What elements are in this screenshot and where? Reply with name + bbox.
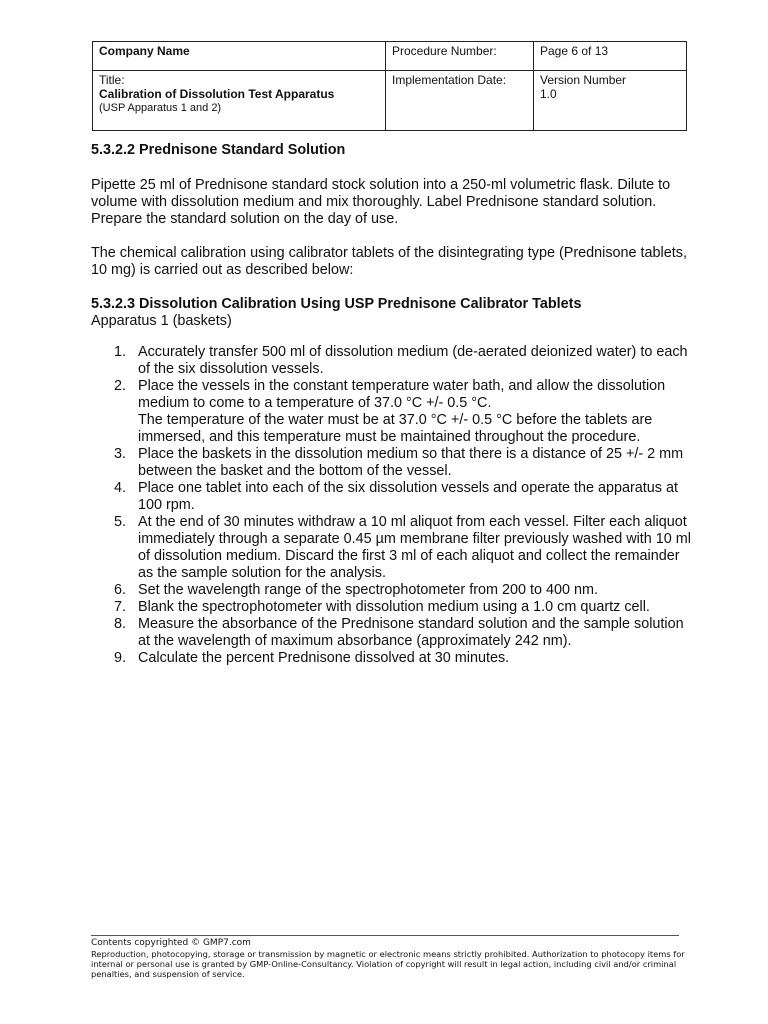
implementation-date-cell <box>386 71 534 131</box>
page-info: Page 6 of 13 <box>540 44 609 58</box>
footer-notice: Reproduction, photocopying, storage or transmission by magnetic or electronic means strictly prohibited. Authorization to photocopy items for internal or personal use is granted by GMP-Online-Consultancy. Violation of copyright will result in legal action, including civil and/or criminal penalties, and suspension of service. <box>91 949 685 980</box>
document-body <box>91 142 691 667</box>
list-item <box>91 514 691 582</box>
step-number: 6. <box>114 582 127 598</box>
footer-copyright: Contents copyrighted © GMP7.com <box>91 938 251 948</box>
paragraph-chemical-calibration: The chemical calibration using calibrator tablets of the disintegrating type (Prednisone tablets, 10 mg) is carried out as described below: <box>91 245 687 278</box>
apparatus-subheading: Apparatus 1 (baskets) <box>91 313 232 329</box>
step-note: The temperature of the water must be at 37.0 °C +/- 0.5 °C before the tablets are immersed, and this temperature must be maintained throughout the procedure. <box>138 412 653 445</box>
footer-divider <box>91 935 679 936</box>
version-label: Version Number <box>540 73 627 87</box>
step-text: Place the baskets in the dissolution medium so that there is a distance of 25 +/- 2 mm between the basket and the bottom of the vessel. <box>138 446 684 479</box>
step-number: 3. <box>114 446 127 462</box>
list-item <box>91 650 691 667</box>
page-info-cell <box>534 42 687 71</box>
list-item <box>91 344 691 378</box>
procedure-number-label: Procedure Number: <box>392 44 497 58</box>
section-heading-5323: 5.3.2.3 Dissolution Calibration Using USP Prednisone Calibrator Tablets <box>91 296 582 312</box>
step-text: Measure the absorbance of the Prednisone standard solution and the sample solution at the wavelength of maximum absorbance (approximately 242 nm). <box>138 616 684 649</box>
list-item <box>91 446 691 480</box>
implementation-date-label: Implementation Date: <box>392 73 507 87</box>
list-item <box>91 582 691 599</box>
list-item <box>91 378 691 446</box>
step-number: 5. <box>114 514 127 530</box>
step-number: 2. <box>114 378 127 394</box>
step-number: 8. <box>114 616 127 632</box>
step-text: Set the wavelength range of the spectrophotometer from 200 to 400 nm. <box>138 582 598 598</box>
step-text: Accurately transfer 500 ml of dissolution medium (de-aerated deionized water) to each of the six dissolution vessels. <box>138 344 688 377</box>
step-number: 7. <box>114 599 127 615</box>
procedure-number-cell <box>386 42 534 71</box>
procedure-steps-list <box>91 344 691 667</box>
document-header-table <box>92 41 687 131</box>
page-footer <box>91 938 691 980</box>
step-number: 9. <box>114 650 127 666</box>
header-row-1 <box>93 42 687 71</box>
step-text: Place one tablet into each of the six dissolution vessels and operate the apparatus at 100 rpm. <box>138 480 679 513</box>
version-cell <box>534 71 687 131</box>
paragraph-standard-solution: Pipette 25 ml of Prednisone standard stock solution into a 250-ml volumetric flask. Dilute to volume with dissolution medium and mix thoroughly. Label Prednisone standard solution. Prepare the standard solution on the day of use. <box>91 177 671 227</box>
step-text: Place the vessels in the constant temperature water bath, and allow the dissolution medium to come to a temperature of 37.0 °C +/- 0.5 °C. <box>138 378 666 411</box>
title-cell <box>93 71 386 131</box>
document-title: Calibration of Dissolution Test Apparatus <box>99 87 335 101</box>
step-number: 4. <box>114 480 127 496</box>
document-subtitle: (USP Apparatus 1 and 2) <box>99 102 222 114</box>
list-item <box>91 480 691 514</box>
step-text: Blank the spectrophotometer with dissolution medium using a 1.0 cm quartz cell. <box>138 599 650 615</box>
step-number: 1. <box>114 344 127 360</box>
list-item <box>91 599 691 616</box>
section-heading-5322: 5.3.2.2 Prednisone Standard Solution <box>91 142 346 158</box>
list-item <box>91 616 691 650</box>
header-row-2 <box>93 71 687 131</box>
version-value: 1.0 <box>540 87 557 101</box>
step-text: Calculate the percent Prednisone dissolved at 30 minutes. <box>138 650 510 666</box>
title-label: Title: <box>99 73 125 87</box>
step-text: At the end of 30 minutes withdraw a 10 ml aliquot from each vessel. Filter each aliquot immediately through a separate 0.45 µm membrane filter previously washed with 10 ml of dissolution medium. Discard the first 3 ml of each aliquot and collect the remainder as the sample solution for the analysis. <box>138 514 691 581</box>
company-name: Company Name <box>99 44 190 58</box>
company-name-cell <box>93 42 386 71</box>
